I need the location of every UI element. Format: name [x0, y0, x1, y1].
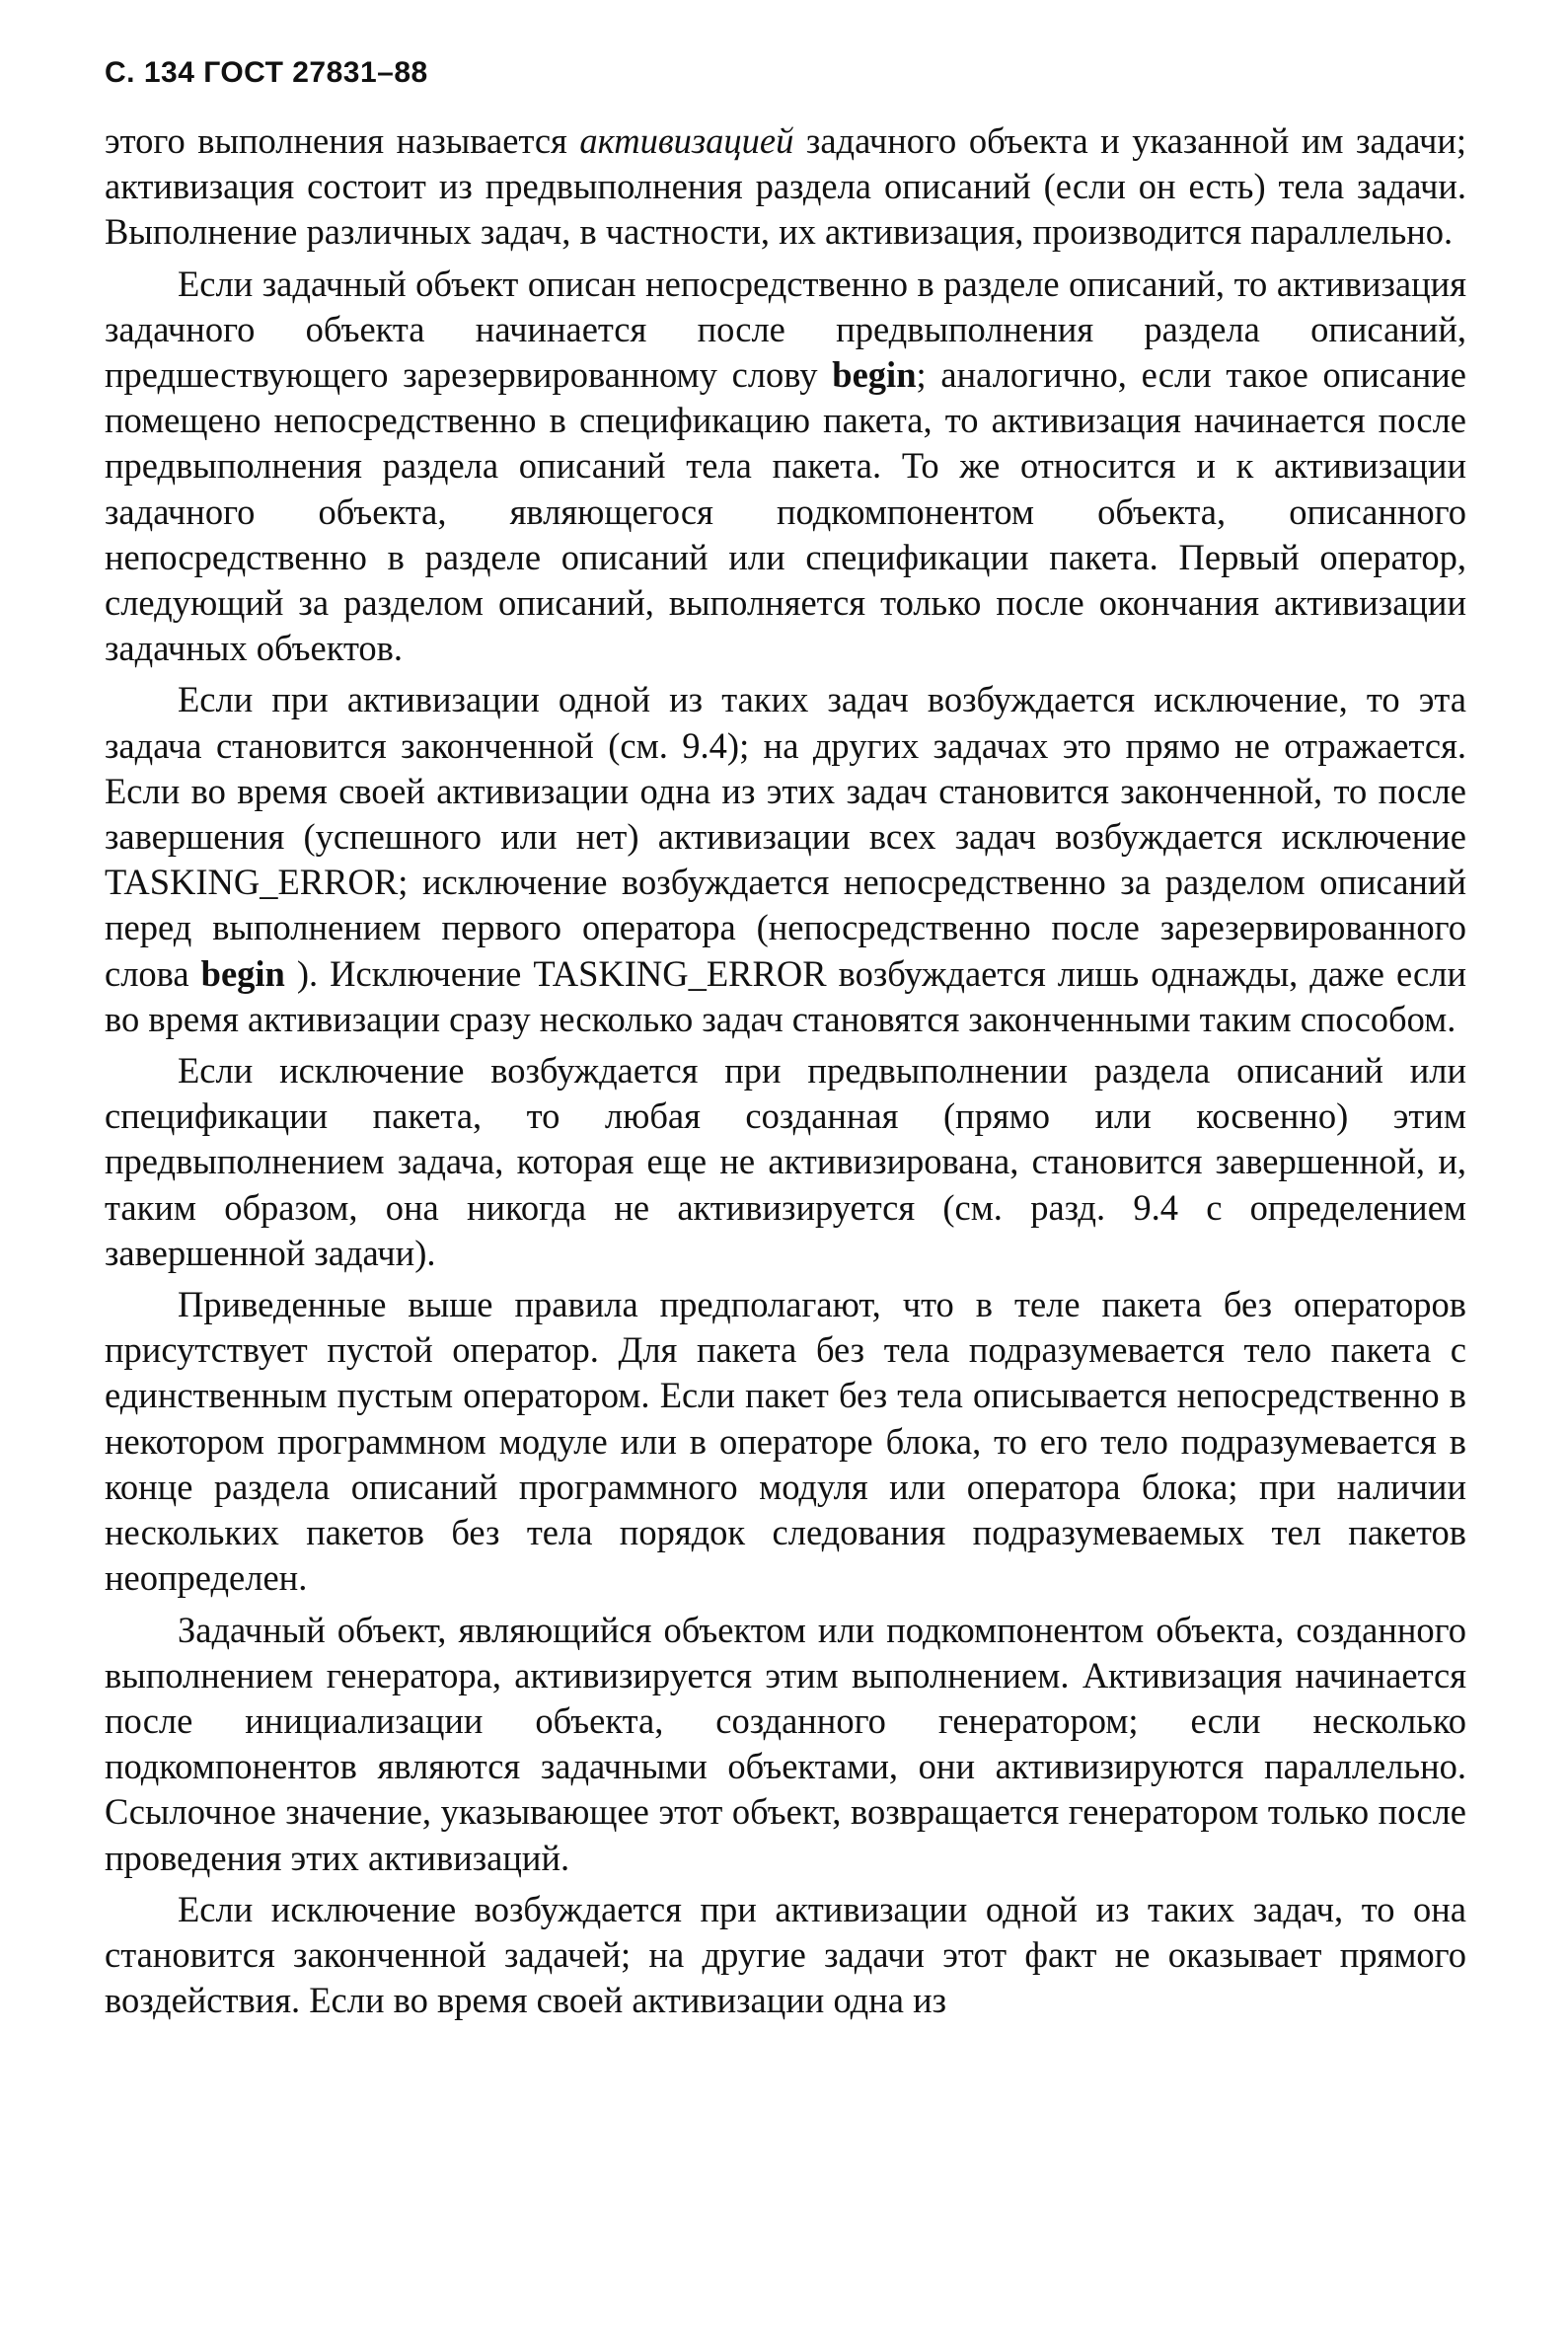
- keyword-begin: begin: [200, 952, 285, 994]
- paragraph-2-text-post: ; аналогично, если такое описание помещено непосредственно в спецификацию пакета, то активизация начинается после предвыполнения раздела описаний тела пакета. То же относится и к активизации задачного объекта, являющегося подкомпонентом объекта, описанного непосредственно в разделе описаний или спецификации пакета. Первый оператор, следующий за разделом описаний, выполняется только после окончания активизации задачных объектов.: [105, 354, 1466, 669]
- document-page: [105, 49, 1466, 2029]
- paragraph-4-text: Если исключение возбуждается при предвыполнении раздела описаний или спецификации пакета, то любая созданная (прямо или косвенно) этим предвыполнением задача, которая еще не активизирована, становится завершенной, и, таким образом, она никогда не активизируется (см. разд. 9.4 с определением завершенной задачи).: [105, 1050, 1466, 1273]
- term-activization: активизацией: [579, 120, 794, 161]
- paragraph-1-text-pre: этого выполнения называется: [105, 120, 580, 161]
- paragraph-4: [105, 1048, 1466, 1276]
- paragraph-2-text-pre: Если задачный объект описан непосредственно в разделе описаний, то активизация задачного объекта начинается после предвыполнения раздела описаний, предшествующего зарезервированному слову: [105, 263, 1466, 396]
- paragraph-2: [105, 262, 1466, 672]
- paragraph-3-text-post: ). Исключение TASKING_ERROR возбуждается лишь однажды, даже если во время активизации сразу несколько задач становятся законченными таким способом.: [105, 952, 1467, 1039]
- paragraph-1-text-post: задачного объекта и указанной им задачи; активизация состоит из предвыполнения раздела описаний (если он есть) тела задачи. Выполнение различных задач, в частности, их активизация, производится параллельно.: [105, 120, 1466, 253]
- paragraph-3: [105, 677, 1466, 1042]
- paragraph-3-text-pre: Если при активизации одной из таких задач возбуждается исключение, то эта задача становится законченной (см. 9.4); на других задачах это прямо не отражается. Если во время своей активизации одна из этих задач становится законченной, то после завершения (успешного или нет) активизации всех задач возбуждается исключение TASKING_ERROR; исключение возбуждается непосредственно за разделом описаний перед выполнением первого оператора (непосредственно после зарезервированного слова: [105, 679, 1466, 994]
- page-header: С. 134 ГОСТ 27831–88: [105, 56, 428, 89]
- paragraph-5: [105, 1282, 1466, 1601]
- paragraph-5-text: Приведенные выше правила предполагают, что в теле пакета без операторов присутствует пустой оператор. Для пакета без тела подразумевается тело пакета с единственным пустым оператором. Если пакет без тела описывается непосредственно в некотором программном модуле или в операторе блока, то его тело подразумевается в конце раздела описаний программного модуля или оператора блока; при наличии нескольких пакетов без тела порядок следования подразумеваемых тел пакетов неопределен.: [105, 1284, 1466, 1599]
- keyword-begin: begin: [832, 354, 917, 396]
- paragraph-1: [105, 118, 1466, 256]
- paragraph-7: [105, 1887, 1466, 2024]
- paragraph-6-text: Задачный объект, являющийся объектом или подкомпонентом объекта, созданного выполнением генератора, активизируется этим выполнением. Активизация начинается после инициализации объекта, созданного генератором; если несколько подкомпонентов являются задачными объектами, они активизируются параллельно. Ссылочное значение, указывающее этот объект, возвращается генератором только после проведения этих активизаций.: [105, 1609, 1466, 1878]
- paragraph-7-text: Если исключение возбуждается при активизации одной из таких задач, то она становится законченной задачей; на другие задачи этот факт не оказывает прямого воздействия. Если во время своей активизации одна из: [105, 1888, 1466, 2021]
- paragraph-6: [105, 1608, 1466, 1881]
